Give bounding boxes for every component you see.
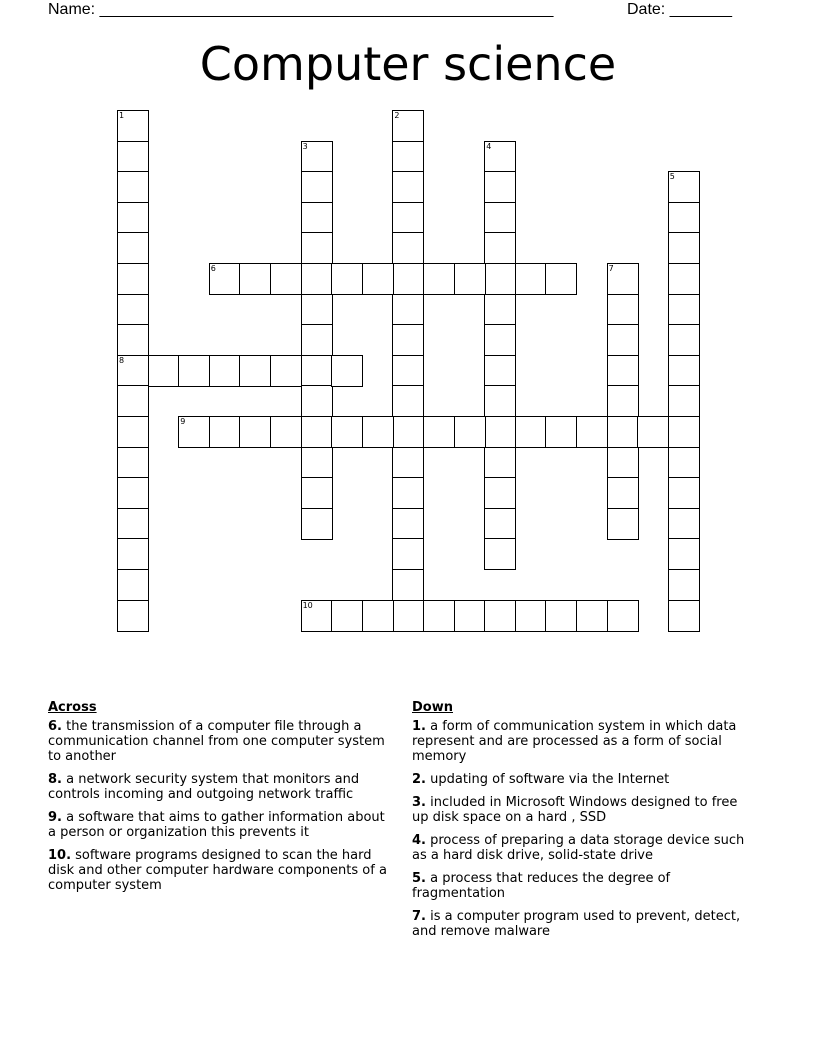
clue-down-3 [412,795,757,825]
grid-cell [301,447,333,479]
grid-cell [484,141,516,173]
grid-cell [239,416,271,448]
clue-across-6 [48,719,393,764]
grid-cell [392,141,424,173]
grid-cell [392,202,424,234]
grid-cell [362,600,394,632]
grid-cell [117,294,149,326]
grid-cell [148,355,180,387]
grid-cell [668,447,700,479]
grid-cell [301,385,333,417]
grid-cell [117,232,149,264]
grid-cell [668,385,700,417]
grid-cell [484,416,516,448]
grid-cell [178,355,210,387]
grid-cell [607,294,639,326]
clue-text: a software that aims to gather information about a person or organization this prevents it [48,810,385,840]
grid-cell [423,600,455,632]
clue-down-7 [412,909,757,939]
across-heading: Across [48,700,97,715]
grid-cell [484,477,516,509]
grid-cell [484,202,516,234]
grid-cell [331,600,363,632]
cell-number: 8 [119,355,125,365]
grid-cell [484,294,516,326]
grid-cell [607,385,639,417]
grid-cell [484,324,516,356]
clue-down-4 [412,833,757,863]
clue-number: 8. [48,772,62,787]
grid-cell [117,141,149,173]
grid-cell [117,569,149,601]
clue-down-2 [412,772,757,787]
grid-cell [668,416,700,448]
grid-cell [270,416,302,448]
grid-cell [301,477,333,509]
grid-cell [392,477,424,509]
clue-text: updating of software via the Internet [425,772,670,787]
clue-text: included in Microsoft Windows designed to free up disk space on a hard , SSD [412,795,738,825]
clue-number: 6. [48,719,62,734]
clue-text: a process that reduces the degree of fragmentation [412,871,671,901]
cell-number: 2 [394,111,400,120]
cell-number: 7 [608,264,614,273]
grid-cell [545,600,577,632]
grid-cell [117,324,149,356]
grid-cell [392,263,424,295]
grid-cell [239,355,271,387]
clue-number: 9. [48,810,62,825]
grid-cell [270,263,302,295]
grid-cell [454,600,486,632]
grid-cell [607,263,639,295]
clue-text: process of preparing a data storage device such as a hard disk drive, solid-state drive [412,833,745,863]
grid-cell [117,171,149,203]
clue-number: 1. [412,719,426,734]
grid-cell [607,355,639,387]
cell-number: 1 [119,111,125,120]
clue-number: 7. [412,909,426,924]
clue-text: the transmission of a computer file through a communication channel from one computer system to another [48,719,385,764]
cell-number: 6 [210,264,216,273]
grid-cell [301,171,333,203]
grid-cell [117,508,149,540]
grid-cell [607,324,639,356]
grid-cell [301,324,333,356]
grid-cell [668,477,700,509]
clue-text: software programs designed to scan the hard disk and other computer hardware components of a computer system [48,848,387,893]
grid-cell [484,447,516,479]
grid-cell [423,416,455,448]
grid-cell [515,263,547,295]
clue-number: 3. [412,795,426,810]
grid-cell [576,600,608,632]
grid-cell [331,355,363,387]
cell-number: 3 [302,141,308,151]
across-clues [48,700,393,901]
grid-cell [117,416,149,448]
grid-cell [668,538,700,570]
grid-cell [423,263,455,295]
grid-cell [668,569,700,601]
down-clues [412,700,757,947]
grid-cell [607,477,639,509]
grid-cell [392,294,424,326]
grid-cell [454,263,486,295]
grid-cell [484,600,516,632]
grid-cell [392,232,424,264]
clue-across-9 [48,810,393,840]
clue-down-1 [412,719,757,764]
cell-number: 10 [302,600,313,610]
clue-number: 5. [412,871,426,886]
cell-number: 9 [180,417,186,426]
grid-cell [484,232,516,264]
grid-cell [484,508,516,540]
grid-cell [545,263,577,295]
down-heading: Down [412,700,453,715]
clue-text: a form of communication system in which data represent and are processed as a form of social memory [412,719,737,764]
grid-cell [392,416,424,448]
grid-cell [117,355,149,387]
date-field: Date: _______ [627,1,732,18]
clue-number: 4. [412,833,426,848]
grid-cell [301,141,333,173]
page-title: Computer science [199,37,617,91]
clue-number: 10. [48,848,72,863]
grid-cell [392,538,424,570]
grid-cell [209,416,241,448]
grid-cell [117,202,149,234]
grid-cell [301,355,333,387]
clue-across-8 [48,772,393,802]
grid-cell [607,416,639,448]
grid-cell [331,263,363,295]
grid-cell [484,355,516,387]
grid-cell [178,416,210,448]
grid-cell [607,508,639,540]
grid-cell [607,447,639,479]
grid-cell [668,508,700,540]
grid-cell [117,447,149,479]
grid-cell [515,416,547,448]
grid-cell [301,232,333,264]
grid-cell [607,600,639,632]
clue-across-10 [48,848,393,893]
grid-cell [301,263,333,295]
grid-cell [301,202,333,234]
clue-text: is a computer program used to prevent, detect, and remove malware [412,909,741,939]
grid-cell [668,355,700,387]
grid-cell [392,569,424,601]
clue-down-5 [412,871,757,901]
cell-number: 5 [669,172,675,182]
grid-cell [454,416,486,448]
grid-cell [484,538,516,570]
grid-cell [362,416,394,448]
grid-cell [117,477,149,509]
grid-cell [392,110,424,142]
clue-text: a network security system that monitors and controls incoming and outgoing network traffic [48,772,360,802]
grid-cell [117,385,149,417]
grid-cell [239,263,271,295]
grid-cell [668,600,700,632]
grid-cell [637,416,669,448]
grid-cell [117,263,149,295]
grid-cell [576,416,608,448]
grid-cell [484,171,516,203]
grid-cell [392,324,424,356]
grid-cell [392,508,424,540]
grid-cell [668,263,700,295]
clue-number: 2. [412,772,426,787]
grid-cell [117,538,149,570]
grid-cell [392,171,424,203]
grid-cell [301,416,333,448]
grid-cell [392,447,424,479]
grid-cell [270,355,302,387]
grid-cell [301,294,333,326]
grid-cell [209,263,241,295]
grid-cell [301,508,333,540]
grid-cell [668,232,700,264]
grid-cell [117,110,149,142]
grid-cell [515,600,547,632]
grid-cell [668,294,700,326]
grid-cell [331,416,363,448]
grid-cell [668,171,700,203]
name-field: Name: ___________________________________________________ [48,1,554,18]
grid-cell [668,202,700,234]
crossword-grid [117,110,699,632]
grid-cell [117,600,149,632]
grid-cell [392,355,424,387]
grid-cell [362,263,394,295]
cell-number: 4 [486,141,492,151]
grid-cell [668,324,700,356]
grid-cell [484,385,516,417]
grid-cell [392,385,424,417]
grid-cell [392,600,424,632]
grid-cell [209,355,241,387]
grid-cell [484,263,516,295]
grid-cell [545,416,577,448]
grid-cell [301,600,333,632]
